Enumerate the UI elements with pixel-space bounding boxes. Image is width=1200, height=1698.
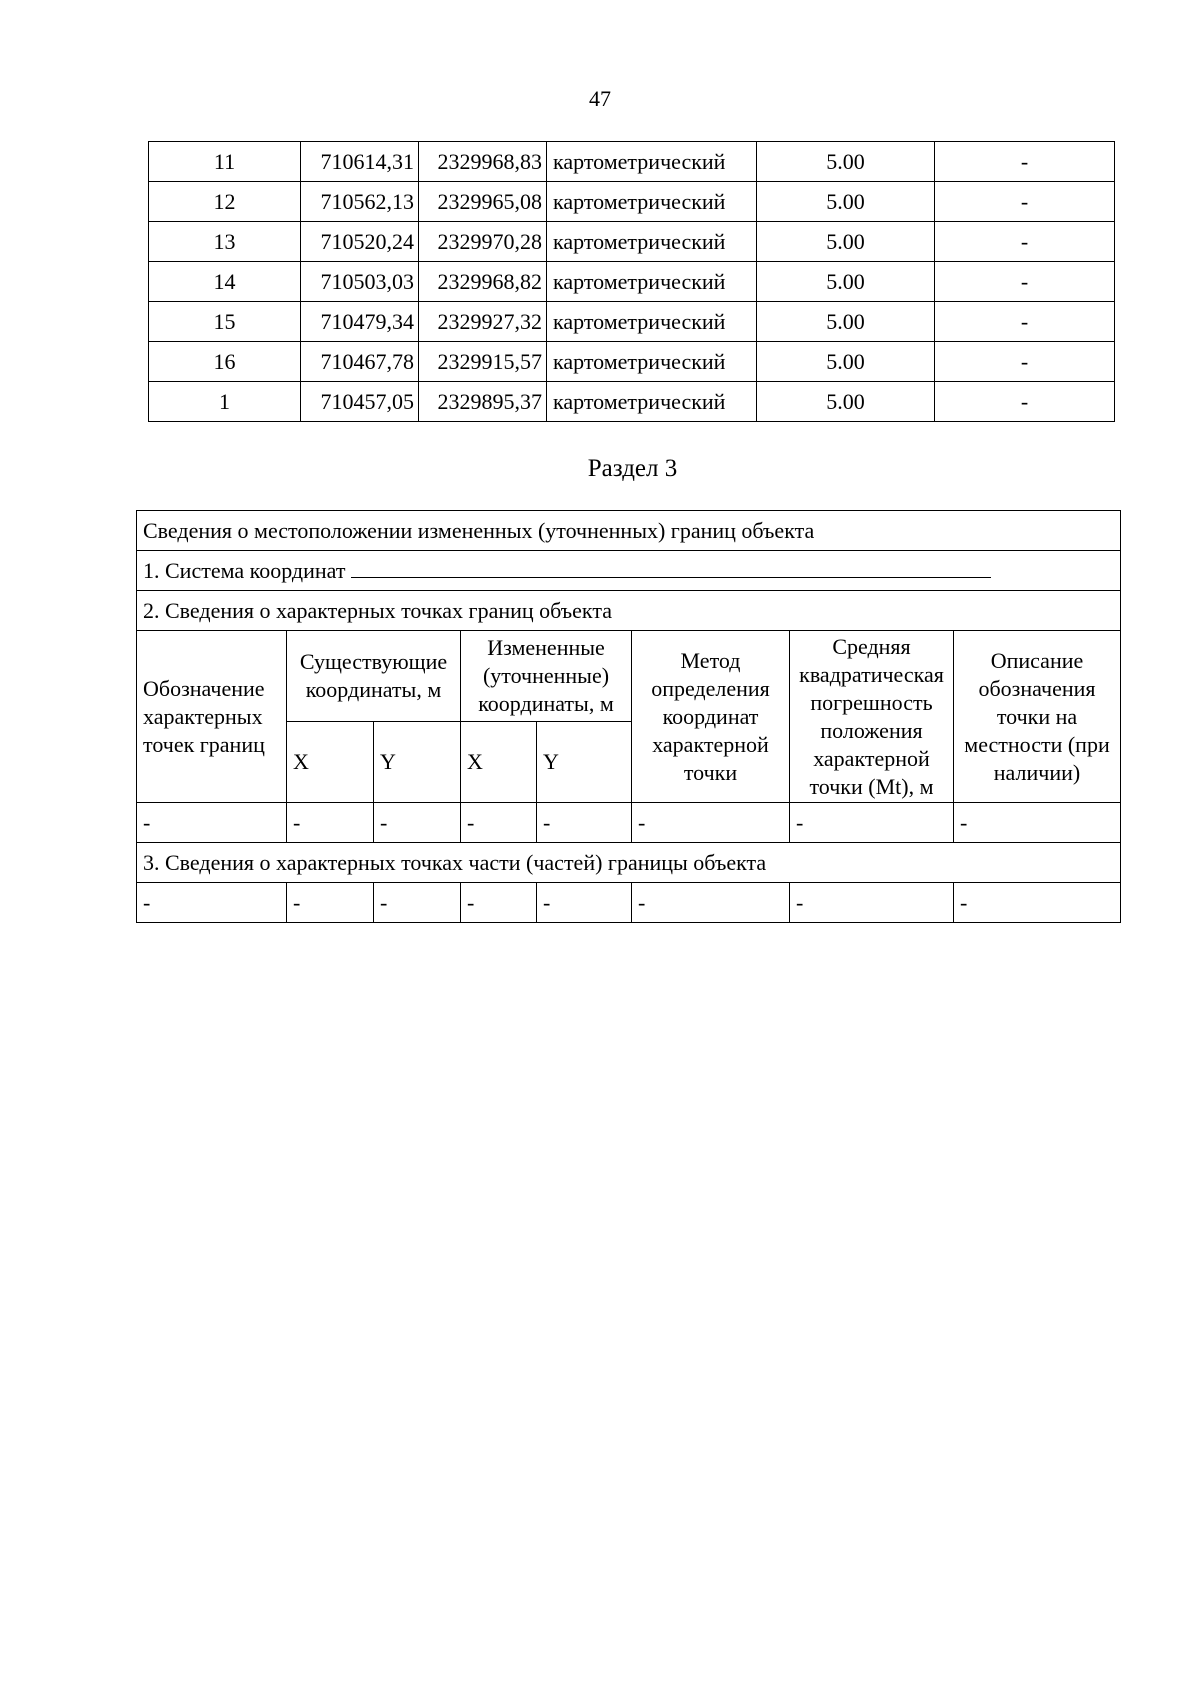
method-cell: картометрический xyxy=(547,262,757,302)
parts-cell: - xyxy=(790,883,954,923)
point-cell: 14 xyxy=(149,262,301,302)
points-cell: - xyxy=(287,803,374,843)
point-cell: 15 xyxy=(149,302,301,342)
table-row xyxy=(149,222,1115,262)
method-cell: картометрический xyxy=(547,302,757,342)
y-cell: 2329927,32 xyxy=(419,302,547,342)
header-changed-x: X xyxy=(461,722,537,803)
parts-cell: - xyxy=(374,883,461,923)
coord-system-cell xyxy=(137,551,1121,591)
description-cell: - xyxy=(935,182,1115,222)
method-cell: картометрический xyxy=(547,182,757,222)
header-changed-y: Y xyxy=(537,722,632,803)
point-cell: 12 xyxy=(149,182,301,222)
points-cell: - xyxy=(790,803,954,843)
points-row xyxy=(137,803,1121,843)
points-heading-row xyxy=(137,591,1121,631)
accuracy-cell: 5.00 xyxy=(757,342,935,382)
page-number: 47 xyxy=(589,86,611,111)
parts-heading: 3. Сведения о характерных точках части (частей) границы объекта xyxy=(137,843,1121,883)
header-method: Метод определения координат характерной точки xyxy=(632,631,790,803)
accuracy-cell: 5.00 xyxy=(757,222,935,262)
y-cell: 2329965,08 xyxy=(419,182,547,222)
parts-cell: - xyxy=(537,883,632,923)
points-cell: - xyxy=(461,803,537,843)
header-description: Описание обозначения точки на местности (при наличии) xyxy=(954,631,1121,803)
header-accuracy: Средняя квадратическая погрешность положения характерной точки (Mt), м xyxy=(790,631,954,803)
table-row xyxy=(149,142,1115,182)
points-cell: - xyxy=(374,803,461,843)
method-cell: картометрический xyxy=(547,382,757,422)
accuracy-cell: 5.00 xyxy=(757,382,935,422)
table-title: Сведения о местоположении измененных (уточненных) границ объекта xyxy=(137,511,1121,551)
x-cell: 710562,13 xyxy=(301,182,419,222)
coord-system-blank xyxy=(351,557,991,578)
x-cell: 710503,03 xyxy=(301,262,419,302)
y-cell: 2329915,57 xyxy=(419,342,547,382)
table-title-row xyxy=(137,511,1121,551)
y-cell: 2329970,28 xyxy=(419,222,547,262)
point-cell: 1 xyxy=(149,382,301,422)
header-existing-x: X xyxy=(287,722,374,803)
table-row xyxy=(149,262,1115,302)
x-cell: 710479,34 xyxy=(301,302,419,342)
section-title: Раздел 3 xyxy=(587,455,678,482)
description-cell: - xyxy=(935,382,1115,422)
coord-system-label: 1. Система координат xyxy=(143,558,346,584)
table-row xyxy=(149,382,1115,422)
table-row xyxy=(149,302,1115,342)
method-cell: картометрический xyxy=(547,142,757,182)
table-row xyxy=(149,182,1115,222)
x-cell: 710520,24 xyxy=(301,222,419,262)
x-cell: 710457,05 xyxy=(301,382,419,422)
point-cell: 11 xyxy=(149,142,301,182)
points-cell: - xyxy=(137,803,287,843)
boundary-table xyxy=(136,510,1121,923)
header-existing-y: Y xyxy=(374,722,461,803)
parts-cell: - xyxy=(287,883,374,923)
parts-heading-row xyxy=(137,843,1121,883)
coordinates-table xyxy=(148,141,1115,422)
points-cell: - xyxy=(632,803,790,843)
parts-row xyxy=(137,883,1121,923)
header-changed: Измененные (уточненные) координаты, м xyxy=(461,631,632,722)
parts-cell: - xyxy=(461,883,537,923)
parts-cell: - xyxy=(137,883,287,923)
y-cell: 2329968,82 xyxy=(419,262,547,302)
parts-cell: - xyxy=(954,883,1121,923)
y-cell: 2329895,37 xyxy=(419,382,547,422)
y-cell: 2329968,83 xyxy=(419,142,547,182)
x-cell: 710614,31 xyxy=(301,142,419,182)
description-cell: - xyxy=(935,142,1115,182)
header-row-1 xyxy=(137,631,1121,722)
accuracy-cell: 5.00 xyxy=(757,262,935,302)
points-heading: 2. Сведения о характерных точках границ объекта xyxy=(137,591,1121,631)
method-cell: картометрический xyxy=(547,222,757,262)
description-cell: - xyxy=(935,222,1115,262)
points-cell: - xyxy=(954,803,1121,843)
description-cell: - xyxy=(935,302,1115,342)
header-existing: Существующие координаты, м xyxy=(287,631,461,722)
point-cell: 16 xyxy=(149,342,301,382)
accuracy-cell: 5.00 xyxy=(757,182,935,222)
points-cell: - xyxy=(537,803,632,843)
table-row xyxy=(149,342,1115,382)
description-cell: - xyxy=(935,342,1115,382)
description-cell: - xyxy=(935,262,1115,302)
header-designation: Обозначение характерных точек границ xyxy=(137,631,287,803)
parts-cell: - xyxy=(632,883,790,923)
method-cell: картометрический xyxy=(547,342,757,382)
point-cell: 13 xyxy=(149,222,301,262)
x-cell: 710467,78 xyxy=(301,342,419,382)
coord-system-row xyxy=(137,551,1121,591)
accuracy-cell: 5.00 xyxy=(757,302,935,342)
accuracy-cell: 5.00 xyxy=(757,142,935,182)
